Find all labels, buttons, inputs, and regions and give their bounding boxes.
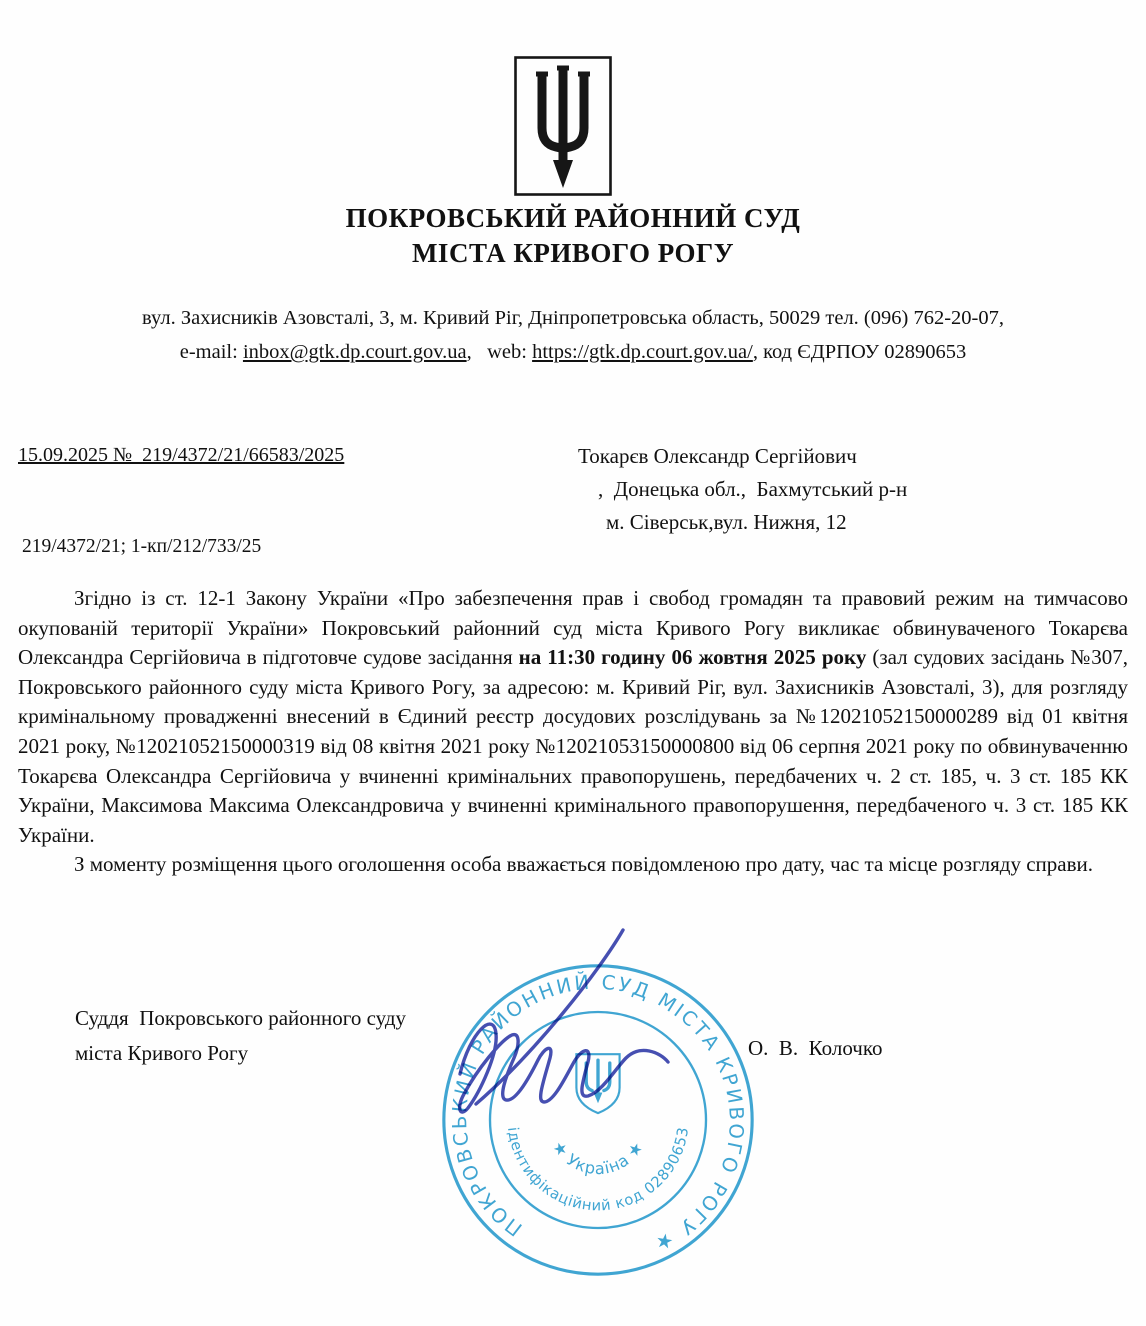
judge-signature (408, 912, 708, 1162)
trident-emblem-icon (514, 56, 612, 196)
summons-body (18, 584, 1128, 880)
court-contact-line (0, 335, 1146, 369)
seal-id-text: ідентифікаційний код 02890653 (503, 1125, 693, 1215)
judge-signature-icon (408, 912, 708, 1162)
seal-ring-text: ПОКРОВСЬКИЙ РАЙОННИЙ СУД МІСТА КРИВОГО РОГУ ★ (448, 970, 749, 1257)
email-link[interactable]: inbox@gtk.dp.court.gov.ua (242, 341, 467, 363)
court-contact-info (0, 301, 1146, 369)
paragraph1-text-after: (зал судових засідань №307, Покровського районного суду міста Кривого Рогу, за адресою: м. Кривий Ріг, вул. Захисників Азовсталі, 3), для розгляду кримінальному провадженні внесений в Єдиний реєстр досудових розслідувань за №12021052150000289 від 01 квітня 2021 року, №12021052150000319 від 08 квітня 2021 року №12021053150000800 від 06 серпня 2021 року по обвинуваченню Токарєва Олександра Сергійовича у вчиненні кримінальних правопорушень, передбачених ч. 2 ст. 185, ч. 3 ст. 185 КК України, Максимова Максима Олександровича у вчиненні кримінального правопорушення, передбаченого ч. 3 ст. 185 КК України. (18, 645, 1128, 847)
separator: , (466, 341, 488, 363)
signature-strokes (460, 930, 668, 1112)
court-name-line1: ПОКРОВСЬКИЙ РАЙОННИЙ СУД (345, 203, 801, 233)
outgoing-reference-number: 15.09.2025 № 219/4372/21/66583/2025 (18, 444, 345, 466)
addressee-block (578, 440, 907, 539)
case-number: 219/4372/21; 1-кп/212/733/25 (22, 536, 262, 557)
judge-title-block (75, 1001, 406, 1071)
judge-name: О. В. Колочко (748, 1036, 883, 1060)
court-name (0, 201, 1146, 271)
email-label: e-mail: (179, 341, 243, 363)
edrpou-code: , код ЄДРПОУ 02890653 (752, 341, 967, 363)
summons-paragraph-2: З моменту розміщення цього оголошення особа вважається повідомленою про дату, час та місце розгляду справи. (74, 852, 1093, 877)
judge-title-line2: міста Кривого Рогу (75, 1041, 249, 1065)
addressee-street: м. Сіверськ,вул. Нижня, 12 (606, 510, 847, 534)
trident-point (553, 160, 573, 188)
hearing-datetime: на 11:30 годину 06 жовтня 2025 року (518, 645, 867, 670)
summons-paragraph-1 (18, 584, 1128, 850)
web-label: web: (487, 341, 533, 363)
seal-country-text: ★ Україна ★ (548, 1137, 648, 1179)
trident-prongs (542, 72, 584, 162)
court-name-line2: МІСТА КРИВОГО РОГУ (411, 238, 735, 268)
paragraph1-text-before: Згідно із ст. 12-1 Закону України «Про забезпечення прав і свобод громадян та правовий режим на тимчасово окупованій території України» Покровський районний суд міста Кривого Рогу викликає обвинуваченого Токарєва Олександра Сергійовича в підготовче судове засідання (18, 586, 1128, 670)
trident-emblem (514, 56, 612, 196)
web-link[interactable]: https://gtk.dp.court.gov.ua/ (532, 341, 753, 363)
judge-title-line1: Суддя Покровського районного суду (75, 1006, 407, 1030)
addressee-name: Токарєв Олександр Сергійович (578, 444, 857, 468)
court-address: вул. Захисників Азовсталі, 3, м. Кривий Ріг, Дніпропетровська область, 50029 тел. (096) 762-20-07, (142, 307, 1004, 329)
addressee-region: , Донецька обл., Бахмутський р-н (598, 477, 908, 501)
